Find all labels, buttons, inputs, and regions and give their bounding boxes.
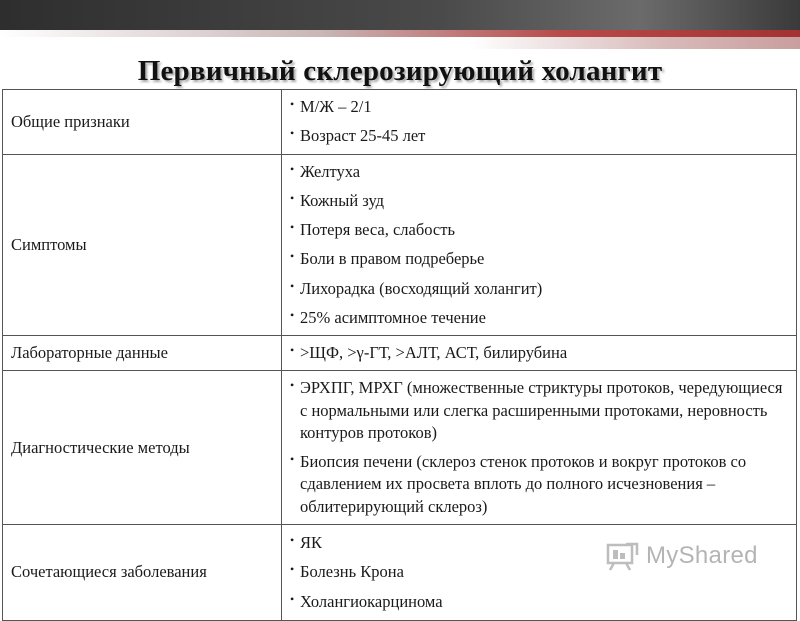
list-item: • Возраст 25-45 лет [290,126,426,146]
list-item: • Боли в правом подреберье [290,249,485,269]
row-label: Лабораторные данные [3,336,282,371]
row-content [282,154,797,336]
list-item: • >ЩФ, >γ-ГТ, >АЛТ, АСТ, билирубина [290,343,568,363]
list-item: • Кожный зуд [290,190,385,210]
table-row [3,90,797,155]
row-label: Сочетающиеся заболевания [3,524,282,620]
watermark-text: MyShared [646,542,758,569]
table-row [3,371,797,525]
table-row [3,154,797,336]
slide-title: Первичный склерозирующий холангит [137,55,663,87]
row-label: Симптомы [3,154,282,336]
list-item: • М/Ж – 2/1 [290,97,372,116]
row-content [282,90,797,155]
top-light-stripe [470,37,800,49]
list-item: • ЯК [290,533,323,553]
list-item: • 25% асимптомное течение [290,307,486,327]
row-content [282,336,797,371]
row-label: Диагностические методы [3,371,282,525]
list-item: • Потеря веса, слабость [290,220,455,240]
top-accent-stripe [0,30,800,37]
myshared-logo-icon [606,540,640,572]
row-label: Общие признаки [3,90,282,155]
table-row [3,336,797,371]
row-content [282,371,797,525]
list-item: • Желтуха [290,161,361,181]
list-item: • Холангиокарцинома [290,591,443,611]
list-item: • ЭРХПГ, МРХГ (множественные стриктуры протоков, чередующиеся с нормальными или слегка расширенными протоками, неровность контуров протоков) [290,378,783,442]
list-item: • Биопсия печени (склероз стенок протоков и вокруг протоков со сдавлением их просвета вплоть до полного исчезновения – облитерирующий склероз) [290,452,747,516]
top-decor-bar [0,0,800,30]
myshared-watermark [606,538,758,574]
list-item: • Болезнь Крона [290,562,404,582]
list-item: • Лихорадка (восходящий холангит) [290,278,543,298]
